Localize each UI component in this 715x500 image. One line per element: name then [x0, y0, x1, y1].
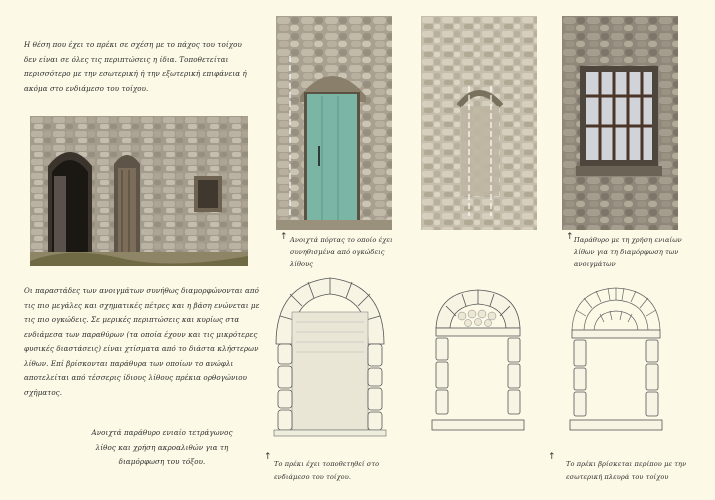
main-paragraph: Οι παραστάδες των ανοιγμάτων συνήθως διαμορφώνονται από τις πιο μεγάλες και σχηματικές πέτρες και η βάση ενώνεται με τις πιο ογκώδεις. Σε μερικές περιπτώσεις και κυρίως στα ενδιάμεσα των παραθύρων (τα οποία έχουν και τις μικρότερες φυσικές διαστάσεις) είναι χτίσματα από το διάστα κλήστερων λίθων. Επί βρίσκονται παράθυρα των οποίων το ανώφλι αποτελείται από τέσσερις ίδιους λίθους πρέκια ορθογώνιου σχήματος.	[24, 286, 260, 397]
window-sketch-caption: Ανοιχτά παράθυρο ενιαίο τετράγωνος λίθος και χρήση ακροαλιθών για τη διαμόρφωση του τόξου.	[91, 428, 233, 466]
intro-paragraph: Η θέση που έχει το πρέκι σε σχέση με το πάχος του τοίχου δεν είναι σε όλες τις περιπτώσεις η ίδια. Τοποθετείται περισσότερο με την εσωτερική ή την εξωτερική επιφάνεια ή ακόμα στο ενδιάμεσο του τοίχου.	[24, 40, 247, 93]
arch-sketch-caption: Το πρέκι έχει τοποθετηθεί στο ενδιάμεσο του τοίχου.	[274, 460, 380, 481]
window-photo-caption: Παράθυρο με τη χρήση ενιαίων λίθων για τη διαμόρφωση των ανοιγμάτων	[574, 236, 682, 268]
window-caption-arrow: ↑	[566, 232, 574, 242]
arched-doorway-sketch	[268, 272, 392, 444]
teal-door-photo	[276, 16, 392, 230]
barred-window-photo	[562, 16, 678, 230]
door-caption-arrow: ↑	[280, 232, 288, 242]
stone-house-photo	[30, 116, 248, 266]
blocked-arch-photo	[421, 16, 537, 230]
wall-caption-arrow: ↑	[548, 452, 556, 462]
door-photo-caption: Ανοιχτά πόρτας το οποίο έχει συνηθισμένα από ογκώδεις λίθους	[290, 236, 393, 268]
radial-arch-window-sketch	[566, 286, 666, 442]
segmental-window-sketch	[428, 286, 528, 442]
arch-caption-arrow: ↑	[264, 452, 272, 462]
wall-sketch-caption: Το πρέκι βρίσκεται περίπου με την εσωτερική πλευρά του τοίχου	[566, 460, 687, 481]
